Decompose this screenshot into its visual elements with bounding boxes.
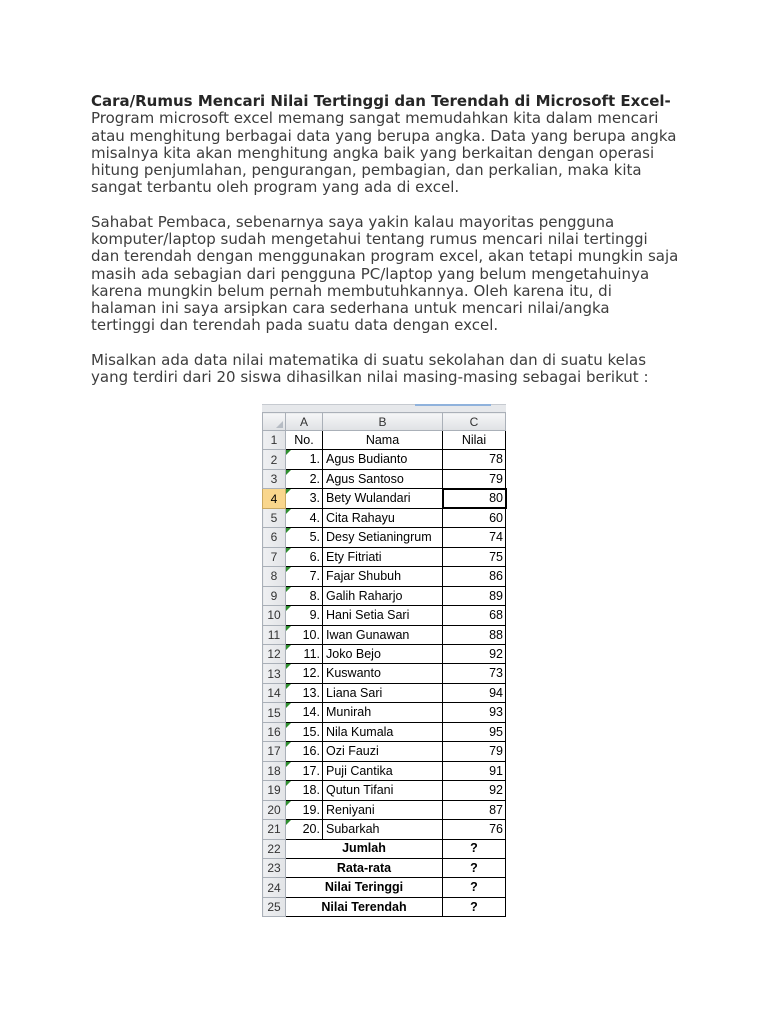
student-no-cell (286, 742, 323, 761)
student-row (263, 489, 506, 508)
number-as-text-indicator-icon (286, 684, 291, 689)
row-number: 20 (263, 800, 286, 819)
summary-row (263, 897, 506, 916)
number-as-text-indicator-icon (286, 742, 291, 747)
row-number: 17 (263, 742, 286, 761)
number-as-text-indicator-icon (286, 470, 291, 475)
row-number: 22 (263, 839, 286, 858)
row-number: 16 (263, 722, 286, 741)
student-no-cell (286, 800, 323, 819)
summary-row (263, 839, 506, 858)
row-number: 23 (263, 858, 286, 877)
number-as-text-indicator-icon (286, 548, 291, 553)
summary-value-cell: ? (443, 878, 506, 897)
paragraph-line: Misalkan ada data nilai matematika di suatu sekolahan dan di suatu kelas (91, 350, 647, 369)
student-name-cell: Desy Setianingrum (323, 528, 443, 547)
student-score-cell: 87 (443, 800, 506, 819)
sheet-body (263, 431, 506, 917)
number-as-text-indicator-icon (286, 703, 291, 708)
summary-value-cell: ? (443, 858, 506, 877)
column-header-b: B (323, 413, 443, 431)
student-name-cell: Nila Kumala (323, 722, 443, 741)
student-name-cell: Galih Raharjo (323, 586, 443, 605)
student-row (263, 508, 506, 527)
row-number: 19 (263, 781, 286, 800)
student-row (263, 644, 506, 663)
row-number: 11 (263, 625, 286, 644)
paragraph-line: halaman ini saya arsipkan cara sederhana untuk mencari nilai/angka (91, 299, 610, 317)
student-name-cell: Joko Bejo (323, 644, 443, 663)
column-header-a: A (286, 413, 323, 431)
row-number: 2 (263, 450, 286, 469)
student-no-cell (286, 469, 323, 488)
number-as-text-indicator-icon (286, 587, 291, 592)
number-as-text-indicator-icon (286, 450, 291, 455)
summary-row (263, 878, 506, 897)
student-no: 11. (303, 646, 320, 661)
student-no: 12. (302, 666, 320, 681)
student-name-cell: Hani Setia Sari (323, 606, 443, 625)
student-name-cell: Kuswanto (323, 664, 443, 683)
student-name-cell: Puji Cantika (323, 761, 443, 780)
student-score-cell: 73 (443, 664, 506, 683)
formula-bar-edge (262, 404, 506, 412)
header-nama-cell: Nama (323, 431, 443, 450)
student-no: 6. (309, 549, 320, 564)
student-no-cell (286, 586, 323, 605)
row-number: 5 (263, 508, 286, 527)
student-row (263, 625, 506, 644)
number-as-text-indicator-icon (286, 820, 291, 825)
student-row (263, 586, 506, 605)
number-as-text-indicator-icon (286, 489, 291, 494)
student-no-cell (286, 528, 323, 547)
number-as-text-indicator-icon (286, 664, 291, 669)
student-score-cell: 88 (443, 625, 506, 644)
student-no-cell (286, 547, 323, 566)
summary-label-cell: Nilai Terendah (286, 897, 443, 916)
paragraph-line: komputer/laptop sudah mengetahui tentang rumus mencari nilai tertinggi (91, 230, 648, 248)
student-no-cell (286, 683, 323, 702)
row-number: 9 (263, 586, 286, 605)
student-name-cell: Fajar Shubuh (323, 567, 443, 586)
student-no-cell (286, 722, 323, 741)
student-score-cell: 76 (443, 820, 506, 839)
student-no: 16. (302, 744, 320, 759)
student-score-cell: 93 (443, 703, 506, 722)
row-number: 8 (263, 567, 286, 586)
paragraph-line: tertinggi dan terendah pada suatu data dengan excel. (91, 316, 499, 335)
student-name-cell: Reniyani (323, 800, 443, 819)
student-name-cell: Agus Santoso (323, 469, 443, 488)
student-row (263, 469, 506, 488)
student-row (263, 800, 506, 819)
student-name-cell: Munirah (323, 703, 443, 722)
number-as-text-indicator-icon (286, 606, 291, 611)
header-nilai-cell: Nilai (443, 431, 506, 450)
paragraph-line: yang terdiri dari 20 siswa dihasilkan nilai masing-masing sebagai berikut : (91, 368, 649, 386)
number-as-text-indicator-icon (286, 723, 291, 728)
student-name-cell: Bety Wulandari (323, 489, 443, 508)
student-no: 20. (302, 822, 320, 837)
student-score-cell: 78 (443, 450, 506, 469)
paragraph-line: atau menghitung berbagai data yang berupa angka. Data yang berupa angka (91, 126, 677, 145)
row-number: 1 (263, 431, 286, 450)
row-number: 15 (263, 703, 286, 722)
row-number: 18 (263, 761, 286, 780)
paragraph-example (91, 352, 731, 387)
paragraph-line: misalnya kita akan menghitung angka baik yang berkaitan dengan operasi (91, 143, 655, 162)
student-score-cell: 94 (443, 683, 506, 702)
number-as-text-indicator-icon (286, 509, 291, 514)
student-name-cell: Qutun Tifani (323, 781, 443, 800)
row-number: 7 (263, 547, 286, 566)
student-row (263, 722, 506, 741)
student-row (263, 450, 506, 469)
student-score-cell: 60 (443, 508, 506, 527)
student-no-cell (286, 489, 323, 508)
student-no: 7. (309, 569, 320, 584)
select-all-corner (263, 413, 286, 431)
student-score-cell: 79 (443, 469, 506, 488)
summary-label-cell: Nilai Teringgi (286, 878, 443, 897)
student-no: 1. (309, 452, 320, 467)
student-no: 5. (309, 530, 320, 545)
summary-value-cell: ? (443, 839, 506, 858)
column-header-c: C (443, 413, 506, 431)
student-no: 8. (309, 588, 320, 603)
student-no-cell (286, 664, 323, 683)
student-score-cell: 74 (443, 528, 506, 547)
student-row (263, 761, 506, 780)
student-row (263, 567, 506, 586)
paragraph-line: karena mungkin belum pernah membutuhkannya. Oleh karena itu, di (91, 281, 612, 300)
student-no: 14. (302, 705, 320, 720)
student-name-cell: Agus Budianto (323, 450, 443, 469)
student-name-cell: Ozi Fauzi (323, 742, 443, 761)
paragraph-intro (91, 110, 731, 196)
row-number: 10 (263, 606, 286, 625)
student-score-cell: 89 (443, 586, 506, 605)
student-no: 13. (302, 685, 320, 700)
table-header-row (263, 431, 506, 450)
paragraph-line: Program microsoft excel memang sangat memudahkan kita dalam mencari (91, 109, 659, 128)
paragraph-line: masih ada sebagian dari pengguna PC/laptop yang belum mengetahuinya (91, 264, 650, 283)
student-no-cell (286, 450, 323, 469)
student-score-cell: 80 (443, 489, 506, 508)
number-as-text-indicator-icon (286, 801, 291, 806)
student-score-cell: 75 (443, 547, 506, 566)
row-number: 25 (263, 897, 286, 916)
student-no-cell (286, 781, 323, 800)
student-score-cell: 86 (443, 567, 506, 586)
number-as-text-indicator-icon (286, 781, 291, 786)
student-name-cell: Liana Sari (323, 683, 443, 702)
formula-bar-accent (415, 404, 491, 406)
student-score-cell: 79 (443, 742, 506, 761)
student-row (263, 703, 506, 722)
student-score-cell: 91 (443, 761, 506, 780)
student-no-cell (286, 644, 323, 663)
spreadsheet-grid (262, 412, 506, 917)
student-no-cell (286, 703, 323, 722)
student-no-cell (286, 508, 323, 527)
row-number: 6 (263, 528, 286, 547)
student-score-cell: 68 (443, 606, 506, 625)
student-no-cell (286, 820, 323, 839)
row-number: 13 (263, 664, 286, 683)
student-name-cell: Ety Fitriati (323, 547, 443, 566)
summary-value-cell: ? (443, 897, 506, 916)
student-score-cell: 92 (443, 781, 506, 800)
paragraph-context (91, 214, 731, 335)
student-row (263, 683, 506, 702)
student-no-cell (286, 606, 323, 625)
summary-label-cell: Rata-rata (286, 858, 443, 877)
student-no-cell (286, 761, 323, 780)
student-no: 19. (302, 802, 320, 817)
student-row (263, 528, 506, 547)
row-number: 4 (263, 489, 286, 508)
number-as-text-indicator-icon (286, 528, 291, 533)
student-row (263, 606, 506, 625)
row-number: 3 (263, 469, 286, 488)
summary-label-cell: Jumlah (286, 839, 443, 858)
header-no-cell: No. (286, 431, 323, 450)
spreadsheet-image (262, 404, 506, 918)
student-row (263, 820, 506, 839)
student-no: 9. (309, 608, 320, 623)
article-title: Cara/Rumus Mencari Nilai Tertinggi dan Terendah di Microsoft Excel- (91, 92, 671, 110)
paragraph-line: hitung penjumlahan, pengurangan, pembagian, dan perkalian, maka kita (91, 161, 642, 179)
student-no-cell (286, 567, 323, 586)
number-as-text-indicator-icon (286, 645, 291, 650)
number-as-text-indicator-icon (286, 762, 291, 767)
number-as-text-indicator-icon (286, 626, 291, 631)
student-row (263, 664, 506, 683)
article-body (91, 93, 731, 404)
student-no-cell (286, 625, 323, 644)
student-name-cell: Subarkah (323, 820, 443, 839)
student-row (263, 547, 506, 566)
student-name-cell: Cita Rahayu (323, 508, 443, 527)
row-number: 12 (263, 644, 286, 663)
summary-row (263, 858, 506, 877)
student-no: 2. (309, 471, 320, 486)
student-no: 10. (302, 627, 320, 642)
student-no: 3. (309, 491, 320, 506)
student-row (263, 781, 506, 800)
number-as-text-indicator-icon (286, 567, 291, 572)
paragraph-line: sangat terbantu oleh program yang ada di excel. (91, 178, 460, 197)
paragraph-line: Sahabat Pembaca, sebenarnya saya yakin kalau mayoritas pengguna (91, 212, 615, 231)
student-no: 17. (302, 763, 320, 778)
select-all-icon (276, 421, 283, 428)
row-number: 21 (263, 820, 286, 839)
column-header-row (263, 413, 506, 431)
row-number: 14 (263, 683, 286, 702)
student-no: 18. (302, 783, 320, 798)
student-no: 4. (309, 510, 320, 525)
student-score-cell: 92 (443, 644, 506, 663)
paragraph-line: dan terendah dengan menggunakan program excel, akan tetapi mungkin saja (91, 247, 679, 266)
student-score-cell: 95 (443, 722, 506, 741)
student-row (263, 742, 506, 761)
row-number: 24 (263, 878, 286, 897)
student-name-cell: Iwan Gunawan (323, 625, 443, 644)
student-no: 15. (302, 724, 320, 739)
